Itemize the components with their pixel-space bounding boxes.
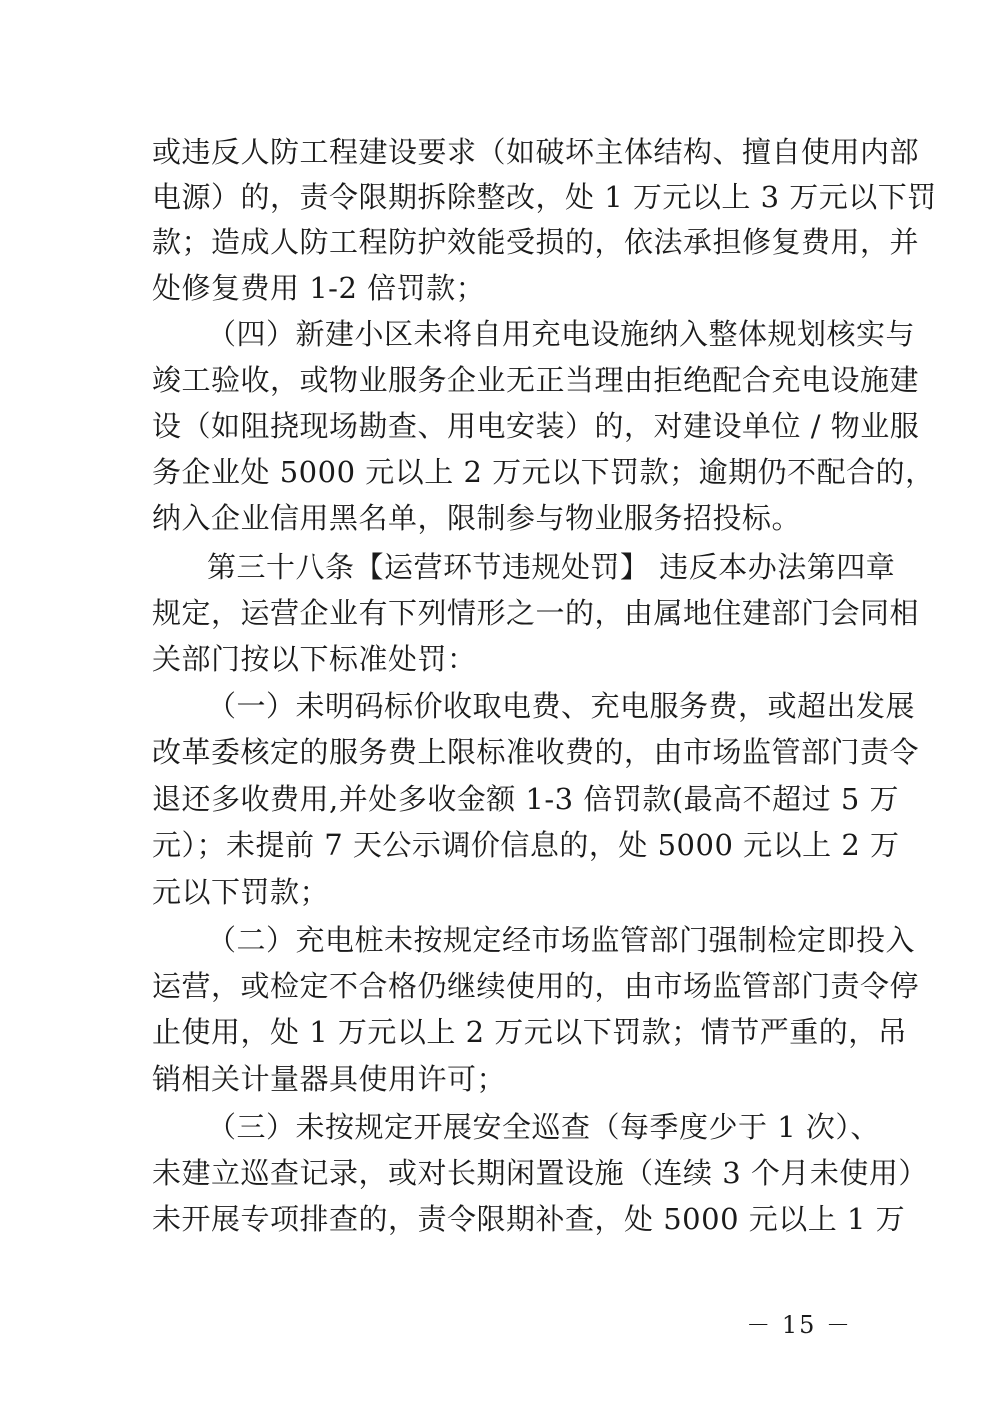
paragraph-line: （四）新建小区未将自用充电设施纳入整体规划核实与: [207, 317, 916, 351]
paragraph-line: 未建立巡查记录，或对长期闲置设施（连续 3 个月未使用）: [152, 1156, 928, 1190]
paragraph-line: 关部门按以下标准处罚：: [152, 642, 477, 676]
paragraph-line: （三）未按规定开展安全巡查（每季度少于 1 次）、: [207, 1110, 880, 1144]
paragraph-line: 元）；未提前 7 天公示调价信息的，处 5000 元以上 2 万: [152, 828, 900, 862]
paragraph-line: 竣工验收，或物业服务企业无正当理由拒绝配合充电设施建: [152, 363, 920, 397]
paragraph-line: 设（如阻挠现场勘查、用电安装）的，对建设单位 / 物业服: [152, 409, 920, 443]
paragraph-line: （一）未明码标价收取电费、充电服务费，或超出发展: [207, 689, 916, 723]
paragraph-line: 规定，运营企业有下列情形之一的，由属地住建部门会同相: [152, 596, 920, 630]
paragraph-line: 改革委核定的服务费上限标准收费的，由市场监管部门责令: [152, 735, 920, 769]
paragraph-line: 款；造成人防工程防护效能受损的，依法承担修复费用，并: [152, 225, 920, 259]
paragraph-line: 处修复费用 1-2 倍罚款；: [152, 271, 486, 305]
paragraph-line: 运营，或检定不合格仍继续使用的，由市场监管部门责令停: [152, 969, 920, 1003]
paragraph-line: 销相关计量器具使用许可；: [152, 1062, 507, 1096]
paragraph-line: 元以下罚款；: [152, 875, 330, 909]
paragraph-line: 止使用，处 1 万元以上 2 万元以下罚款；情节严重的，吊: [152, 1015, 908, 1049]
paragraph-line: 或违反人防工程建设要求（如破坏主体结构、擅自使用内部: [152, 135, 920, 169]
article-heading-line: 第三十八条【运营环节违规处罚】 违反本办法第四章: [207, 550, 896, 584]
paragraph-line: 退还多收费用,并处多收金额 1-3 倍罚款(最高不超过 5 万: [152, 782, 900, 816]
paragraph-line: 纳入企业信用黑名单，限制参与物业服务招投标。: [152, 501, 802, 535]
paragraph-line: 务企业处 5000 元以上 2 万元以下罚款；逾期仍不配合的，: [152, 455, 935, 489]
paragraph-line: 未开展专项排查的，责令限期补查，处 5000 元以上 1 万: [152, 1202, 906, 1236]
page-number: － 15 －: [746, 1311, 852, 1339]
paragraph-line: 电源）的，责令限期拆除整改，处 1 万元以上 3 万元以下罚: [152, 180, 937, 214]
paragraph-line: （二）充电桩未按规定经市场监管部门强制检定即投入: [207, 923, 916, 957]
